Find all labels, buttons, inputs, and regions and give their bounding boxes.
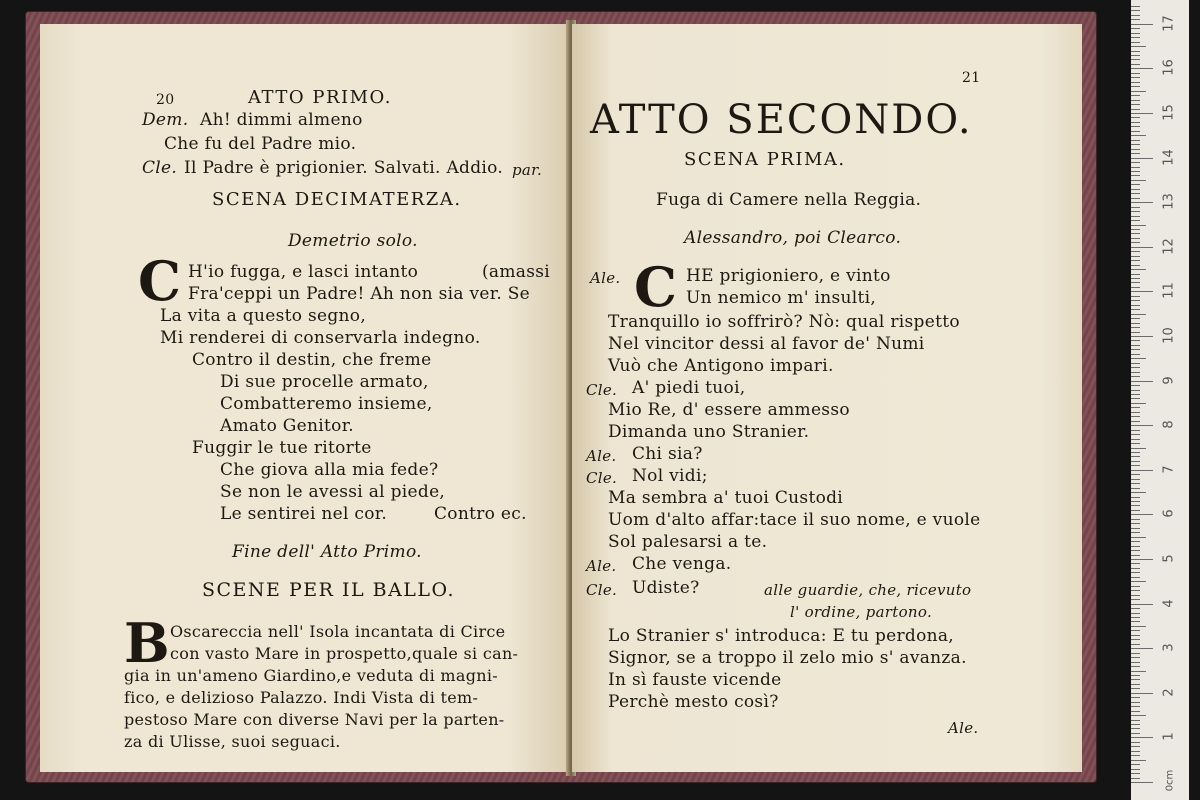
ruler-tick bbox=[1131, 639, 1140, 640]
ruler-tick bbox=[1131, 198, 1140, 199]
ruler-tick bbox=[1131, 117, 1140, 118]
ruler-tick bbox=[1131, 764, 1140, 765]
verse-line: Fuggir le tue ritorte bbox=[192, 438, 372, 458]
ruler-tick bbox=[1131, 104, 1140, 105]
ruler-tick bbox=[1131, 514, 1153, 515]
ruler-tick bbox=[1131, 621, 1140, 622]
ruler-tick bbox=[1131, 657, 1140, 658]
ruler-tick bbox=[1131, 733, 1140, 734]
ruler-tick bbox=[1131, 532, 1140, 533]
ruler-tick bbox=[1131, 679, 1140, 680]
verse-line: Uom d'alto affar:tace il suo nome, e vuole bbox=[608, 510, 981, 530]
speaker-label: Dem. bbox=[142, 110, 189, 130]
ruler-tick bbox=[1131, 238, 1140, 239]
ruler-tick bbox=[1131, 354, 1140, 355]
ruler-tick bbox=[1131, 715, 1146, 716]
ruler-tick bbox=[1131, 358, 1146, 359]
ruler-label: 14 bbox=[1161, 148, 1177, 166]
ruler-tick bbox=[1131, 434, 1140, 435]
verse-line: Fra'ceppi un Padre! Ah non sia ver. Se bbox=[188, 284, 531, 304]
ruler-label: 17 bbox=[1161, 15, 1177, 32]
page-number-right: 21 bbox=[962, 70, 981, 86]
ruler-tick bbox=[1131, 537, 1146, 538]
verse-line: Tranquillo io soffrirò? Nò: qual rispetto bbox=[608, 312, 960, 332]
verse-line: Mi renderei di conservarla indegno. bbox=[160, 328, 481, 348]
ruler-tick bbox=[1131, 314, 1146, 315]
ruler-tick bbox=[1131, 37, 1140, 38]
ruler-tick bbox=[1131, 448, 1146, 449]
ruler-tick bbox=[1131, 265, 1140, 266]
ruler-tick bbox=[1131, 6, 1140, 7]
drop-cap: C bbox=[138, 249, 181, 313]
ruler-tick bbox=[1131, 483, 1140, 484]
running-head: ATTO PRIMO. bbox=[248, 87, 392, 108]
ruler-tick bbox=[1131, 470, 1153, 471]
ruler-tick bbox=[1131, 216, 1140, 217]
ruler-tick bbox=[1131, 461, 1140, 462]
ruler-tick bbox=[1131, 73, 1140, 74]
ruler-unit: 0cm bbox=[1164, 769, 1176, 792]
ruler-tick bbox=[1131, 430, 1140, 431]
ruler-tick bbox=[1131, 24, 1153, 25]
verse-line: Che fu del Padre mio. bbox=[164, 134, 357, 154]
ruler-tick bbox=[1131, 336, 1153, 337]
ruler-label: 8 bbox=[1161, 420, 1177, 429]
ruler-tick bbox=[1131, 19, 1140, 20]
catchword: Ale. bbox=[948, 719, 979, 737]
ruler-tick bbox=[1131, 608, 1140, 609]
ruler-tick bbox=[1131, 109, 1140, 110]
ruler-tick bbox=[1131, 82, 1140, 83]
ruler-tick bbox=[1131, 345, 1140, 346]
ruler-tick bbox=[1131, 635, 1140, 636]
verse-line: Udiste? bbox=[632, 578, 700, 598]
ruler-tick bbox=[1131, 225, 1146, 226]
ruler-tick bbox=[1131, 33, 1140, 34]
ruler-tick bbox=[1131, 523, 1140, 524]
verse-line: Mio Re, d' essere ammesso bbox=[608, 400, 850, 420]
ruler-tick bbox=[1131, 296, 1140, 297]
ruler-tick bbox=[1131, 233, 1140, 234]
verse-line: Dimanda uno Stranier. bbox=[608, 422, 810, 442]
ruler-tick bbox=[1131, 666, 1140, 667]
ruler-tick bbox=[1131, 595, 1140, 596]
ruler-tick bbox=[1131, 211, 1140, 212]
ruler-tick bbox=[1131, 737, 1153, 738]
drop-cap: C bbox=[634, 255, 677, 319]
verse-line: Nol vidi; bbox=[632, 466, 708, 486]
ruler-tick bbox=[1131, 323, 1140, 324]
act-end-note: Fine dell' Atto Primo. bbox=[232, 542, 422, 562]
ruler-tick bbox=[1131, 229, 1140, 230]
ruler-tick bbox=[1131, 376, 1140, 377]
ruler-tick bbox=[1131, 256, 1140, 257]
ruler-tick bbox=[1131, 630, 1140, 631]
ruler-tick bbox=[1131, 158, 1153, 159]
ruler-tick bbox=[1131, 144, 1140, 145]
ruler-tick bbox=[1131, 465, 1140, 466]
speaker-label: Ale. bbox=[586, 557, 617, 575]
ruler-tick bbox=[1131, 175, 1140, 176]
verse-line: Combatteremo insieme, bbox=[220, 394, 433, 414]
ruler-tick bbox=[1131, 100, 1140, 101]
ruler-tick bbox=[1131, 617, 1140, 618]
verse-line: Ma sembra a' tuoi Custodi bbox=[608, 488, 844, 508]
ruler-tick bbox=[1131, 278, 1140, 279]
ruler-tick bbox=[1131, 305, 1140, 306]
ruler-tick bbox=[1131, 510, 1140, 511]
ruler-tick bbox=[1131, 153, 1140, 154]
speaker-label: Cle. bbox=[586, 581, 618, 599]
speaker-label: Cle. bbox=[142, 158, 178, 178]
ruler-tick bbox=[1131, 77, 1140, 78]
ruler-label: 9 bbox=[1161, 375, 1177, 385]
verse-line: La vita a questo segno, bbox=[160, 306, 367, 326]
speaker-label: Cle. bbox=[586, 381, 618, 399]
ruler-tick bbox=[1131, 563, 1140, 564]
ruler-tick bbox=[1131, 728, 1140, 729]
ruler-tick bbox=[1131, 28, 1140, 29]
ruler-tick bbox=[1131, 693, 1153, 694]
verse-line: Vuò che Antigono impari. bbox=[608, 356, 834, 376]
ruler-tick bbox=[1131, 662, 1140, 663]
ruler-tick bbox=[1131, 541, 1140, 542]
ruler-tick bbox=[1131, 202, 1153, 203]
ruler-tick bbox=[1131, 590, 1140, 591]
ruler-tick bbox=[1131, 751, 1140, 752]
ballo-title: SCENE PER IL BALLO. bbox=[202, 579, 456, 601]
ruler-tick bbox=[1131, 626, 1146, 627]
ruler-tick bbox=[1131, 363, 1140, 364]
ruler-tick bbox=[1131, 492, 1146, 493]
ruler-tick bbox=[1131, 162, 1140, 163]
ruler-label: 6 bbox=[1161, 509, 1177, 519]
speaker-label: Ale. bbox=[586, 447, 617, 465]
scene-setting: Fuga di Camere nella Reggia. bbox=[656, 190, 922, 210]
ruler-tick bbox=[1131, 746, 1140, 747]
act-title: ATTO SECONDO. bbox=[590, 97, 973, 143]
prose-line: con vasto Mare in prospetto,quale si can- bbox=[170, 644, 519, 663]
ruler-tick bbox=[1131, 318, 1140, 319]
ruler-tick bbox=[1131, 452, 1140, 453]
verse-line: Di sue procelle armato, bbox=[220, 372, 429, 392]
verse-line: Amato Genitor. bbox=[220, 416, 354, 436]
ruler-tick bbox=[1131, 55, 1140, 56]
ruler-label: 15 bbox=[1161, 104, 1177, 121]
ruler-tick bbox=[1131, 702, 1140, 703]
prose-line: pestoso Mare con diverse Navi per la parten- bbox=[124, 710, 505, 729]
ruler-label: 2 bbox=[1161, 688, 1177, 697]
ruler-tick bbox=[1131, 242, 1140, 243]
ruler-tick bbox=[1131, 568, 1140, 569]
prose-line: za di Ulisse, suoi seguaci. bbox=[124, 732, 341, 751]
ruler-tick bbox=[1131, 778, 1140, 779]
left-page bbox=[40, 24, 570, 772]
ruler-tick bbox=[1131, 550, 1140, 551]
verse-line: Ah! dimmi almeno bbox=[200, 110, 363, 130]
ruler-tick bbox=[1131, 367, 1140, 368]
ruler-tick bbox=[1131, 644, 1140, 645]
verse-line: In sì fauste vicende bbox=[608, 670, 782, 690]
speaker-label: Ale. bbox=[590, 269, 621, 287]
ruler-label: 7 bbox=[1161, 465, 1177, 474]
ruler-tick bbox=[1131, 140, 1140, 141]
verse-line: Nel vincitor dessi al favor de' Numi bbox=[608, 334, 925, 354]
ruler-tick bbox=[1131, 251, 1140, 252]
ruler-tick bbox=[1131, 555, 1140, 556]
ruler-tick bbox=[1131, 648, 1153, 649]
ruler-tick bbox=[1131, 131, 1140, 132]
ruler-tick bbox=[1131, 247, 1153, 248]
scene-title: SCENA DECIMATERZA. bbox=[212, 189, 462, 210]
ruler-tick bbox=[1131, 10, 1140, 11]
ruler-tick bbox=[1131, 180, 1146, 181]
ruler-tick bbox=[1131, 519, 1140, 520]
ruler-tick bbox=[1131, 760, 1146, 761]
ruler-tick bbox=[1131, 349, 1140, 350]
ruler-tick bbox=[1131, 171, 1140, 172]
ruler-tick bbox=[1131, 439, 1140, 440]
ruler-tick bbox=[1131, 113, 1153, 114]
ruler-tick bbox=[1131, 425, 1153, 426]
scene-characters: Alessandro, poi Clearco. bbox=[684, 228, 902, 248]
ruler-tick bbox=[1131, 207, 1140, 208]
ruler-tick bbox=[1131, 653, 1140, 654]
ruler-tick bbox=[1131, 711, 1140, 712]
ruler-tick bbox=[1131, 184, 1140, 185]
ruler-tick bbox=[1131, 456, 1140, 457]
verse-line: Chi sia? bbox=[632, 444, 703, 464]
ruler-tick bbox=[1131, 671, 1146, 672]
ruler-tick bbox=[1131, 416, 1140, 417]
ruler-tick bbox=[1131, 51, 1140, 52]
ruler-tick bbox=[1131, 269, 1146, 270]
ruler-tick bbox=[1131, 300, 1140, 301]
ruler-label: 1 bbox=[1161, 732, 1177, 742]
ruler-tick bbox=[1131, 773, 1140, 774]
ruler-label: 12 bbox=[1161, 238, 1177, 255]
ruler-tick bbox=[1131, 559, 1153, 560]
prose-line: Oscareccia nell' Isola incantata di Circe bbox=[170, 622, 506, 641]
ruler-tick bbox=[1131, 167, 1140, 168]
verse-line: H'io fugga, e lasci intanto bbox=[188, 262, 419, 282]
ruler-label: 5 bbox=[1161, 554, 1177, 563]
ruler-tick bbox=[1131, 546, 1140, 547]
ruler-tick bbox=[1131, 613, 1140, 614]
ruler-tick bbox=[1131, 697, 1140, 698]
ruler-tick bbox=[1131, 126, 1140, 127]
ruler-tick bbox=[1131, 474, 1140, 475]
ruler-tick bbox=[1131, 381, 1153, 382]
ruler-tick bbox=[1131, 398, 1140, 399]
ruler-label: 13 bbox=[1161, 193, 1177, 210]
ruler-label: 4 bbox=[1161, 598, 1177, 608]
contro-note: Contro ec. bbox=[434, 504, 527, 524]
ruler-label: 3 bbox=[1161, 643, 1177, 652]
ruler-tick bbox=[1131, 479, 1140, 480]
ruler-tick bbox=[1131, 68, 1153, 69]
verse-line: Il Padre è prigionier. Salvati. Addio. bbox=[184, 158, 504, 178]
ruler-tick bbox=[1131, 403, 1146, 404]
ruler-tick bbox=[1131, 577, 1140, 578]
verse-line: Che venga. bbox=[632, 554, 732, 574]
ruler-tick bbox=[1131, 95, 1140, 96]
stage-direction: par. bbox=[512, 161, 543, 179]
ruler-tick bbox=[1131, 720, 1140, 721]
ruler-tick bbox=[1131, 421, 1140, 422]
ruler-tick bbox=[1131, 91, 1146, 92]
verse-line: Signor, se a troppo il zelo mio s' avanza. bbox=[608, 648, 967, 668]
ruler-tick bbox=[1131, 189, 1140, 190]
page-number-left: 20 bbox=[156, 92, 175, 108]
ruler-tick bbox=[1131, 287, 1140, 288]
ruler-tick bbox=[1131, 394, 1140, 395]
ruler-tick bbox=[1131, 586, 1140, 587]
ruler-tick bbox=[1131, 42, 1140, 43]
verse-line: Un nemico m' insulti, bbox=[686, 288, 877, 308]
ruler-tick bbox=[1131, 706, 1140, 707]
verse-line: Sol palesarsi a te. bbox=[608, 532, 768, 552]
ruler-tick bbox=[1131, 86, 1140, 87]
ruler-tick bbox=[1131, 501, 1140, 502]
stage-direction: alle guardie, che, ricevuto bbox=[764, 581, 972, 599]
ruler-tick bbox=[1131, 282, 1140, 283]
verse-overflow: (amassi bbox=[482, 262, 551, 282]
ruler-tick bbox=[1131, 46, 1146, 47]
ruler-tick bbox=[1131, 684, 1140, 685]
ruler-tick bbox=[1131, 309, 1140, 310]
stage-direction: l' ordine, partono. bbox=[790, 603, 933, 621]
ruler-tick bbox=[1131, 742, 1140, 743]
ruler-tick bbox=[1131, 782, 1153, 783]
ruler-tick bbox=[1131, 340, 1140, 341]
verse-line: Le sentirei nel cor. bbox=[220, 504, 388, 524]
scene-title: SCENA PRIMA. bbox=[684, 149, 846, 170]
right-page bbox=[572, 24, 1082, 772]
ruler-tick bbox=[1131, 15, 1140, 16]
ruler-tick bbox=[1131, 604, 1153, 605]
speaker-label: Cle. bbox=[586, 469, 618, 487]
verse-line: Se non le avessi al piede, bbox=[220, 482, 446, 502]
ruler-label: 16 bbox=[1161, 59, 1177, 77]
drop-cap: B bbox=[124, 611, 170, 675]
ruler-label: 11 bbox=[1161, 282, 1177, 300]
ruler-tick bbox=[1131, 260, 1140, 261]
ruler-tick bbox=[1131, 332, 1140, 333]
ruler-tick bbox=[1131, 572, 1140, 573]
ruler-tick bbox=[1131, 385, 1140, 386]
ruler-tick bbox=[1131, 769, 1140, 770]
ruler-tick bbox=[1131, 755, 1140, 756]
ruler-tick bbox=[1131, 372, 1140, 373]
ruler-tick bbox=[1131, 505, 1140, 506]
verse-line: Lo Stranier s' introduca: E tu perdona, bbox=[608, 626, 955, 646]
prose-line: fico, e delizioso Palazzo. Indi Vista di tem- bbox=[124, 688, 479, 707]
ruler-tick bbox=[1131, 274, 1140, 275]
ruler-tick bbox=[1131, 412, 1140, 413]
ruler-tick bbox=[1131, 443, 1140, 444]
verse-line: Perchè mesto così? bbox=[608, 692, 779, 712]
verse-line: Contro il destin, che freme bbox=[192, 350, 432, 370]
ruler-label: 10 bbox=[1161, 327, 1177, 344]
verse-line: HE prigioniero, e vinto bbox=[686, 266, 891, 286]
ruler-tick bbox=[1131, 135, 1146, 136]
ruler-tick bbox=[1131, 528, 1140, 529]
ruler-tick bbox=[1131, 64, 1140, 65]
ruler-tick bbox=[1131, 220, 1140, 221]
ruler-tick bbox=[1131, 327, 1140, 328]
ruler-tick bbox=[1131, 193, 1140, 194]
scene-character: Demetrio solo. bbox=[288, 231, 418, 251]
ruler-tick bbox=[1131, 599, 1140, 600]
ruler-tick bbox=[1131, 407, 1140, 408]
ruler-tick bbox=[1131, 688, 1140, 689]
verse-line: Che giova alla mia fede? bbox=[220, 460, 439, 480]
ruler-tick bbox=[1131, 291, 1153, 292]
ruler-tick bbox=[1131, 497, 1140, 498]
ruler-tick bbox=[1131, 122, 1140, 123]
prose-line: gia in un'ameno Giardino,e veduta di magni- bbox=[124, 666, 498, 685]
ruler-tick bbox=[1131, 581, 1146, 582]
ruler-tick bbox=[1131, 488, 1140, 489]
ruler-tick bbox=[1131, 59, 1140, 60]
ruler-tick bbox=[1131, 149, 1140, 150]
measuring-ruler bbox=[1131, 0, 1189, 800]
ruler-tick bbox=[1131, 724, 1140, 725]
verse-line: A' piedi tuoi, bbox=[632, 378, 746, 398]
ruler-tick bbox=[1131, 390, 1140, 391]
ruler-tick bbox=[1131, 675, 1140, 676]
